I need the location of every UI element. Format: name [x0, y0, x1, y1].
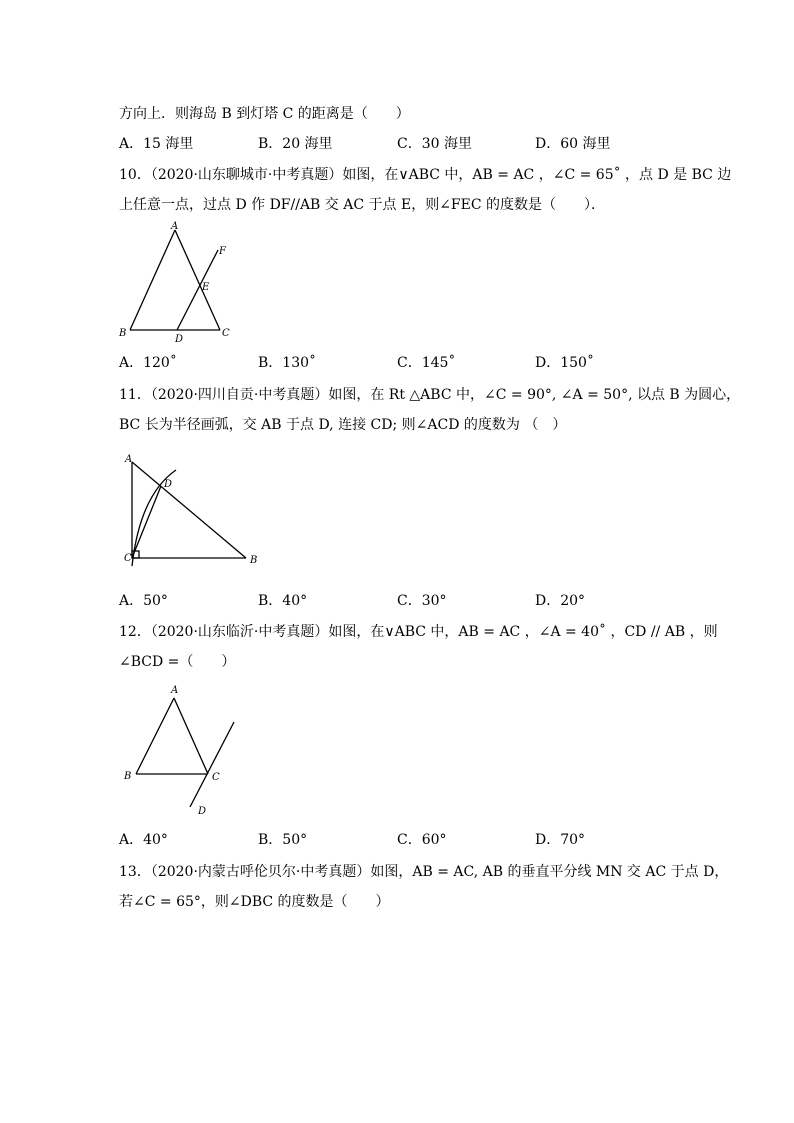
- q11-stem-line2: BC 长为半径画弧，交 AB 于点 D, 连接 CD; 则∠ACD 的度数为 （ ）: [119, 417, 567, 433]
- q10-option-b: B．130˚: [258, 355, 317, 371]
- q9-options: [119, 135, 679, 153]
- q10-label-a: A: [171, 221, 179, 232]
- q11-options: [119, 592, 679, 610]
- q10-stem-line2: 上任意一点，过点 D 作 DF//AB 交 AC 于点 E，则∠FEC 的度数是（ ）．: [119, 197, 606, 213]
- q12-label-c: C: [212, 772, 220, 783]
- q11-segment-cd: [132, 486, 161, 558]
- q10-segment-df: [177, 250, 218, 330]
- q12-stem-line1: 12．（2020·山东临沂·中考真题）如图，在∨ABC 中，AB = AC ，∠A = 40˚ ，CD // AB ，则: [119, 624, 718, 640]
- q10-figure: [115, 220, 245, 345]
- q12-option-a: A．40°: [119, 832, 168, 848]
- q12-segment-ab: [136, 698, 174, 774]
- q11-option-b: B．40°: [258, 593, 308, 609]
- q9-option-d: D．60 海里: [535, 136, 611, 152]
- q10-options: [119, 354, 679, 372]
- q10-label-f: F: [219, 246, 226, 257]
- q10-option-a: A．120˚: [119, 355, 177, 371]
- q12-line-cd: [190, 722, 234, 807]
- q10-segment-ab: [130, 230, 175, 330]
- q10-option-d: D．150˚: [535, 355, 594, 371]
- q11-figure: [118, 450, 268, 575]
- q12-label-b: B: [124, 771, 132, 782]
- q10-label-d: D: [175, 334, 184, 345]
- q9-option-b: B．20 海里: [258, 136, 333, 152]
- q13-stem-line1: 13．（2020·内蒙古呼伦贝尔·中考真题）如图，AB = AC, AB 的垂直平分线 MN 交 AC 于点 D，: [119, 864, 729, 880]
- q10-label-b: B: [119, 328, 127, 339]
- q11-label-a: A: [125, 454, 133, 465]
- q11-option-a: A．50°: [119, 593, 168, 609]
- q10-label-c: C: [222, 328, 230, 339]
- q9-continuation-text: 方向上．则海岛 B 到灯塔 C 的距离是（ ）: [119, 106, 410, 122]
- q12-stem-line2: ∠BCD =（ ）: [119, 654, 236, 670]
- q10-segment-ac: [175, 230, 220, 330]
- q11-label-b: B: [250, 555, 258, 566]
- q11-option-d: D．20°: [535, 593, 586, 609]
- q11-label-d: D: [164, 479, 173, 490]
- q12-label-a: A: [171, 685, 179, 696]
- q9-option-a: A．15 海里: [119, 136, 194, 152]
- q12-option-d: D．70°: [535, 832, 586, 848]
- q11-stem-line1: 11．（2020·四川自贡·中考真题）如图，在 Rt △ABC 中，∠C = 90°, ∠A = 50°, 以点 B 为圆心，: [119, 387, 741, 403]
- q11-label-c: C: [124, 553, 132, 564]
- q9-option-c: C．30 海里: [397, 136, 472, 152]
- q12-option-b: B．50°: [258, 832, 308, 848]
- q12-figure: [118, 682, 248, 817]
- q13-stem-line2: 若∠C = 65°，则∠DBC 的度数是（ ）: [119, 894, 390, 910]
- q12-options: [119, 831, 679, 849]
- q12-option-c: C．60°: [397, 832, 447, 848]
- q11-segment-ab: [132, 462, 246, 558]
- q10-stem-line1: 10．（2020·山东聊城市·中考真题）如图，在∨ABC 中，AB = AC ，∠C = 65˚ ，点 D 是 BC 边: [119, 167, 732, 183]
- q12-segment-ac: [174, 698, 208, 774]
- q10-option-c: C．145˚: [397, 355, 456, 371]
- q11-option-c: C．30°: [397, 593, 447, 609]
- q12-label-d: D: [198, 806, 207, 817]
- q10-label-e: E: [202, 282, 210, 293]
